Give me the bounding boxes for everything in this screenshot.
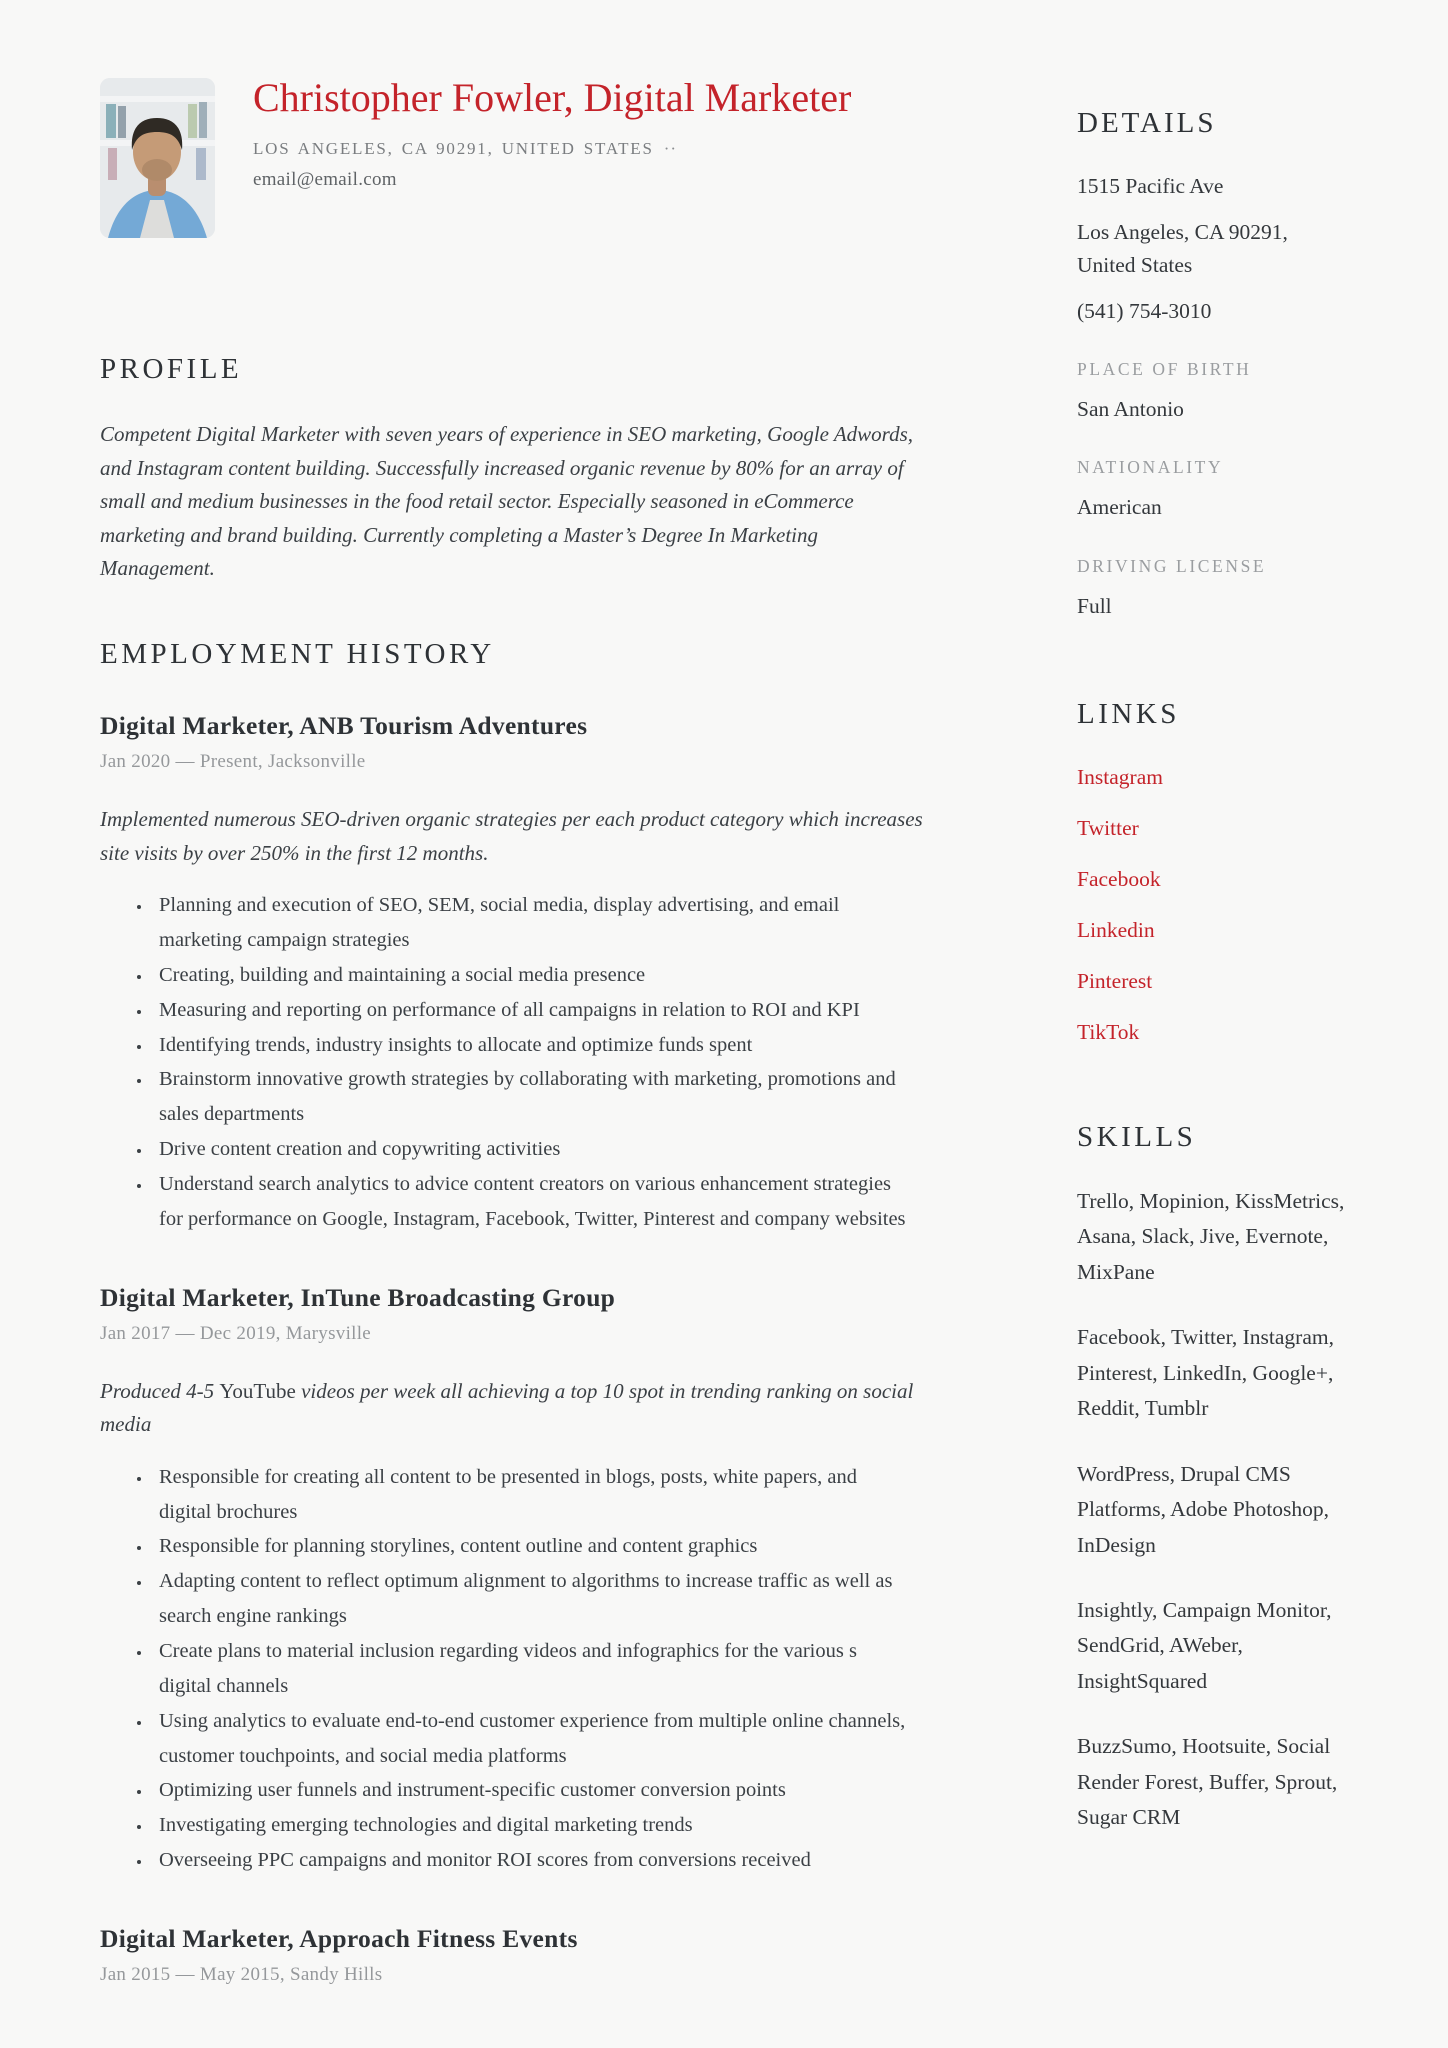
phone-number: (541) 754-3010 (1077, 298, 1212, 323)
bullet-item: • Responsible for creating all content to be presented in blogs, posts, white papers, and digital brochures (152, 1460, 910, 1530)
separator-dots: ·· (663, 139, 678, 159)
bullet-item: • Overseeing PPC campaigns and monitor ROI scores from conversions received (152, 1843, 910, 1878)
skills-group: WordPress, Drupal CMS Platforms, Adobe Photoshop, InDesign (1077, 1461, 1330, 1557)
link-item (1077, 790, 1349, 841)
employment-heading: EMPLOYMENT HISTORY (100, 637, 495, 670)
job-summary (100, 1375, 930, 1442)
link-instagram[interactable]: Instagram (1077, 764, 1163, 789)
bullet-item: • Planning and execution of SEO, SEM, social media, display advertising, and email marketing campaign strategies (152, 888, 910, 958)
job-summary-brand: YouTube (219, 1378, 296, 1403)
link-pinterest[interactable]: Pinterest (1077, 968, 1153, 993)
bullet-item: • Identifying trends, industry insights to allocate and optimize funds spent (152, 1028, 910, 1063)
job-title: Digital Marketer, ANB Tourism Adventures (100, 710, 588, 740)
job-title: Digital Marketer, Approach Fitness Events (100, 1923, 578, 1953)
bullet-item: • Brainstorm innovative growth strategies by collaborating with marketing, promotions and sales departments (152, 1062, 910, 1132)
profile-photo (100, 78, 215, 238)
bullet-item: • Using analytics to evaluate end-to-end customer experience from multiple online channels, customer touchpoints, and social media platforms (152, 1704, 910, 1774)
bullet-item: • Drive content creation and copywriting activities (152, 1132, 910, 1167)
bullet-item: • Create plans to material inclusion regarding videos and infographics for the various s digital channels (152, 1634, 910, 1704)
job-title: Digital Marketer, InTune Broadcasting Group (100, 1282, 616, 1312)
profile-section (100, 353, 950, 586)
nationality-label: NATIONALITY (1077, 457, 1224, 478)
job-bullet-list (100, 888, 910, 1236)
bullet-item: • Creating, building and maintaining a social media presence (152, 958, 910, 993)
job-dates: Jan 2015 — May 2015, Sandy Hills (100, 1963, 383, 1985)
skills-section (1077, 1121, 1349, 1836)
link-linkedin[interactable]: Linkedin (1077, 917, 1155, 942)
job-dates: Jan 2020 — Present, Jacksonville (100, 750, 366, 772)
links-heading: LINKS (1077, 697, 1180, 730)
resume-header (100, 75, 950, 238)
job-entry (100, 1283, 950, 1878)
driving-license-label: DRIVING LICENSE (1077, 555, 1267, 576)
contact-location: LOS ANGELES, CA 90291, UNITED STATES (253, 139, 654, 159)
bullet-item: • Optimizing user funnels and instrument-specific customer conversion points (152, 1773, 910, 1808)
details-heading: DETAILS (1077, 107, 1217, 139)
job-bullet-list (100, 1460, 910, 1878)
place-of-birth-value: San Antonio (1077, 397, 1184, 421)
link-twitter[interactable]: Twitter (1077, 815, 1139, 840)
skills-heading: SKILLS (1077, 1120, 1197, 1153)
profile-text: Competent Digital Marketer with seven years of experience in SEO marketing, Google Adwords, and Instagram content building. Successfully increased organic revenue by 80% for an array of small and medium businesses in the food retail sector. Especially seasoned in eCommerce marketing and brand building. Currently completing a Master’s Degree In Marketing Management. (100, 422, 914, 581)
link-item (1077, 943, 1349, 994)
profile-heading: PROFILE (100, 353, 243, 385)
profile-photo-illustration (100, 78, 215, 238)
address-line-2: Los Angeles, CA 90291, United States (1077, 220, 1288, 277)
contact-line (253, 139, 851, 159)
link-item (1077, 994, 1349, 1045)
job-entry (100, 711, 950, 1237)
bullet-item: • Measuring and reporting on performance of all campaigns in relation to ROI and KPI (152, 993, 910, 1028)
candidate-name-title: Christopher Fowler, Digital Marketer (253, 75, 852, 120)
skills-group: Insightly, Campaign Monitor, SendGrid, AWeber, InsightSquared (1077, 1597, 1332, 1693)
job-entry (100, 1924, 950, 1986)
job-summary-suffix: videos per week all achieving a top 10 spot in trending ranking on social media (100, 1378, 914, 1437)
main-column (100, 75, 950, 2048)
sidebar-column (1077, 78, 1349, 2048)
bullet-item: • Adapting content to reflect optimum alignment to algorithms to increase traffic as well as search engine rankings (152, 1564, 910, 1634)
job-summary: Implemented numerous SEO-driven organic strategies per each product category which increases site visits by over 250% in the first 12 months. (100, 806, 923, 865)
email-text: email@email.com (253, 169, 397, 191)
links-list (1077, 739, 1349, 1045)
bullet-item: • Investigating emerging technologies and digital marketing trends (152, 1808, 910, 1843)
skills-group: Facebook, Twitter, Instagram, Pinterest, LinkedIn, Google+, Reddit, Tumblr (1077, 1325, 1334, 1421)
nationality-value: American (1077, 495, 1162, 520)
skills-group: BuzzSumo, Hootsuite, Social Render Forest, Buffer, Sprout, Sugar CRM (1077, 1734, 1338, 1830)
link-item (1077, 892, 1349, 943)
place-of-birth-label: PLACE OF BIRTH (1077, 359, 1252, 379)
link-facebook[interactable]: Facebook (1077, 866, 1161, 891)
driving-license-value: Full (1077, 593, 1112, 618)
header-text (253, 72, 851, 191)
details-section (1077, 107, 1349, 622)
job-dates: Jan 2017 — Dec 2019, Marysville (100, 1322, 372, 1344)
address-line-1: 1515 Pacific Ave (1077, 174, 1224, 198)
employment-section (100, 638, 950, 1986)
link-tiktok[interactable]: TikTok (1077, 1019, 1140, 1044)
bullet-item: • Understand search analytics to advice content creators on various enhancement strategies for performance on Google, Instagram, Facebook, Twitter, Pinterest and company websites (152, 1167, 910, 1237)
link-item (1077, 841, 1349, 892)
link-item (1077, 739, 1349, 790)
job-summary-prefix: Produced 4-5 (100, 1378, 220, 1403)
skills-group: Trello, Mopinion, KissMetrics, Asana, Slack, Jive, Evernote, MixPane (1077, 1188, 1345, 1284)
bullet-item: • Responsible for planning storylines, content outline and content graphics (152, 1529, 910, 1564)
links-section (1077, 698, 1349, 1045)
